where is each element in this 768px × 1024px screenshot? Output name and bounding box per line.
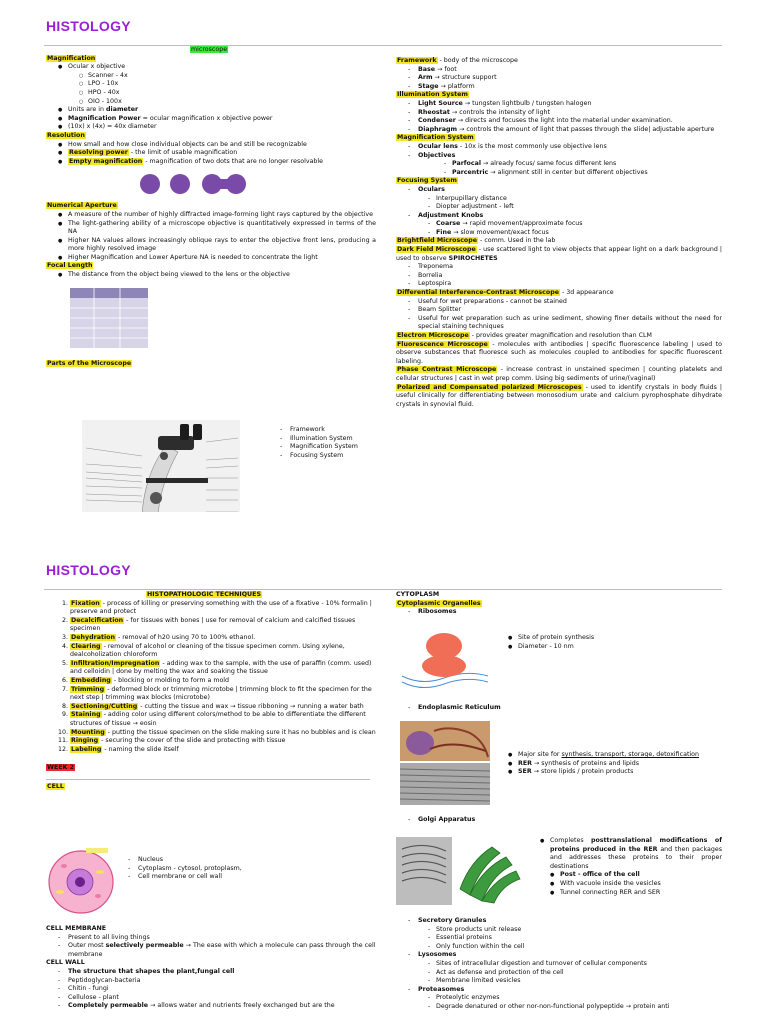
cell-wall-heading: CELL WALL bbox=[46, 959, 85, 967]
ribosomes-list bbox=[496, 634, 594, 651]
divider bbox=[46, 779, 370, 780]
membrane-wall-section bbox=[46, 925, 376, 1011]
list-item: ● Resolving power - the limit of usable magnification bbox=[46, 149, 376, 158]
list-item: - Borrelia bbox=[396, 272, 722, 281]
list-item: ○ OIO - 100x bbox=[46, 98, 376, 107]
darkfield-entry: Dark Field Microscope - use scattered light to view objects that appear light on a dark background | used to observe SPIROCHETES bbox=[396, 246, 722, 262]
organelles-heading: Cytoplasmic Organelles bbox=[397, 599, 481, 607]
focusing-system-list bbox=[396, 186, 722, 238]
list-item: - Oculars bbox=[396, 186, 722, 195]
techniques-heading: HISTOPATHOLOGIC TECHNIQUES bbox=[147, 591, 262, 598]
dic-list bbox=[396, 298, 722, 332]
ribosomes-heading-list bbox=[396, 608, 722, 617]
list-item: 2. Decalcification - for tissues with bones | use for removal of calcium and calcified tissues specimen bbox=[61, 616, 356, 633]
illumination-list bbox=[396, 100, 722, 134]
list-item: ● With vacuole inside the vesicles bbox=[538, 880, 722, 889]
list-item: ● The distance from the object being viewed to the lens or the objective bbox=[46, 271, 376, 280]
list-item: - Diopter adjustment - left bbox=[396, 203, 722, 212]
list-item: ● Tunnel connecting RER and SER bbox=[538, 889, 722, 898]
list-item: - Leptospira bbox=[396, 280, 722, 289]
list-item: - Golgi Apparatus bbox=[396, 816, 722, 825]
cell-membrane-list bbox=[46, 934, 376, 960]
golgi-heading-list bbox=[396, 816, 722, 825]
numerical-aperture-list bbox=[46, 211, 376, 263]
magnification-system-list bbox=[396, 143, 722, 177]
list-item: ● SER → store lipids / protein products bbox=[496, 768, 699, 777]
er-heading-list bbox=[396, 704, 722, 713]
golgi-description bbox=[528, 837, 722, 897]
cell-diagram bbox=[46, 848, 116, 916]
focusing-system-heading: Focusing System bbox=[397, 177, 457, 185]
list-item: - Beam Splitter bbox=[396, 306, 722, 315]
list-item: ○ Scanner - 4x bbox=[46, 72, 376, 81]
endoplasmic-reticulum-image bbox=[400, 721, 490, 805]
list-item: - Chitin - fungi bbox=[46, 985, 376, 994]
list-item: 9. Staining - adding color using different colors/method to be able to differentiate the different structures of tissue → eosin bbox=[61, 711, 366, 727]
list-item: - The structure that shapes the plant,fungal cell bbox=[46, 968, 376, 977]
left-column bbox=[46, 591, 376, 1024]
cytoplasm-heading: CYTOPLASM bbox=[396, 591, 440, 598]
list-item: ● (10x) x (4x) = 40x diameter bbox=[46, 123, 376, 132]
phase-contrast-entry: Phase Contrast Microscope - increase contrast in unstained specimen | counting platelets and cellular structures | cast in wet prep comm. Using big sediments of urine/(vaginal) bbox=[396, 366, 722, 382]
illumination-heading: Illumination System bbox=[397, 91, 468, 99]
list-item: - Endoplasmic Reticulum bbox=[396, 704, 722, 713]
list-item: - Fine → slow movement/exact focus bbox=[396, 229, 722, 238]
list-item: - Magnification System bbox=[268, 443, 358, 452]
list-item: 12. Labeling - naming the slide itself bbox=[57, 745, 179, 753]
list-item: - Interpupillary distance bbox=[396, 195, 722, 204]
list-item: - Ribosomes bbox=[396, 608, 722, 617]
list-item: 8. Sectioning/Cutting - cutting the tissue and wax → tissue ribboning → running a water bath bbox=[61, 702, 364, 710]
resolution-list bbox=[46, 141, 376, 167]
list-item: - Cell membrane or cell wall bbox=[116, 873, 242, 882]
list-item: - Treponema bbox=[396, 263, 722, 272]
list-item: ● Site of protein synthesis bbox=[496, 634, 594, 643]
list-item: - Adjustment Knobs bbox=[396, 212, 722, 221]
resolution-heading: Resolution bbox=[47, 131, 85, 139]
list-item: 6. Embedding - blocking or molding to form a mold bbox=[61, 676, 230, 684]
list-item: ● RER → synthesis of proteins and lipids bbox=[496, 760, 699, 769]
list-item: - Nucleus bbox=[116, 856, 242, 865]
magnification-list bbox=[46, 63, 376, 132]
page-title: HISTOLOGY bbox=[46, 562, 131, 578]
list-item: 4. Clearing - removal of alcohol or cleaning of the tissue specimen comm. Using xylene, dealcoholization chloroform bbox=[61, 642, 345, 659]
list-item: - Illumination System bbox=[268, 435, 358, 444]
list-item: - Proteasomes bbox=[396, 986, 722, 995]
list-item: - Base → foot bbox=[396, 66, 722, 75]
framework-heading: Framework bbox=[397, 57, 437, 64]
list-item: - Cytoplasm - cytosol, protoplasm, bbox=[116, 865, 242, 874]
list-item: - Degrade denatured or other nor-non-functional polypeptide → protein anti bbox=[396, 1003, 722, 1012]
list-item: - Useful for wet preparation such as urine sediment, showing finer details without the need for special staining techniques bbox=[396, 315, 722, 332]
list-item: - Coarse → rapid movement/approximate focus bbox=[396, 220, 722, 229]
section-subtitle: microscope bbox=[191, 46, 228, 53]
list-item: - Useful for wet preparations - cannot be stained bbox=[396, 298, 722, 307]
list-item: - Diaphragm → controls the amount of light that passes through the slide| adjustable aperture bbox=[396, 126, 722, 135]
left-column bbox=[46, 46, 376, 512]
list-item: - Condenser → directs and focuses the light into the material under examination. bbox=[396, 117, 722, 126]
list-item: ● The light-gathering ability of a microscope objective is quantitatively expressed in terms of the NA bbox=[46, 220, 376, 237]
list-item: 11. Ringing - securing the cover of the slide and protecting with tissue bbox=[57, 737, 286, 745]
list-item: ● Units are in diameter bbox=[46, 106, 376, 115]
list-item: - Membrane limited vesicles bbox=[396, 977, 722, 986]
list-item: 5. Infiltration/Impregnation - adding wax to the sample, with the use of paraffin (comm. used) and celloidin | done by melting the wax and soaking the tissue bbox=[61, 659, 372, 676]
ribosome-diagram bbox=[400, 628, 490, 694]
cell-membrane-heading: CELL MEMBRANE bbox=[46, 925, 107, 932]
list-item: - Store products unit release bbox=[396, 926, 722, 935]
list-item: - Light Source → tungsten lightbulb / tungsten halogen bbox=[396, 100, 722, 109]
list-item: ○ HPO - 40x bbox=[46, 89, 376, 98]
list-item: ● Higher Magnification and Lower Aperture NA is needed to concentrate the light bbox=[46, 254, 376, 263]
list-item: - Proteolytic enzymes bbox=[396, 994, 722, 1003]
darkfield-list bbox=[396, 263, 722, 289]
list-item: ● A measure of the number of highly diffracted image-forming light rays captured by the objective bbox=[46, 211, 376, 220]
list-item: 3. Dehydration - removal of h20 using 70 to 100% ethanol. bbox=[61, 633, 256, 641]
list-item: - Stage → platform bbox=[396, 83, 722, 92]
objective-table-image bbox=[46, 286, 376, 356]
list-item: - Sites of intracellular digestion and turnover of cellular components bbox=[396, 960, 722, 969]
magnification-heading: Magnification bbox=[47, 54, 96, 62]
list-item: - Completely permeable → allows water and nutrients freely exchanged but are the bbox=[46, 1002, 376, 1011]
page-title: HISTOLOGY bbox=[46, 18, 131, 34]
parts-heading: Parts of the Microscope bbox=[47, 359, 132, 367]
list-item: - Act as defense and protection of the cell bbox=[396, 969, 722, 978]
polarized-entry: Polarized and Compensated polarized Microscopes - used to identify crystals in body fluids | useful clinically for differentiating between monosodium urate and calcium pyrophosphate dihydrate crystals in synovial fluid. bbox=[396, 383, 722, 408]
brightfield-entry: Brightfield Microscope - comm. Used in the lab bbox=[397, 237, 556, 245]
list-item: ● Higher NA values allows increasingly oblique rays to enter the objective front lens, producing a more highly resolved image bbox=[46, 237, 376, 254]
list-item: ○ LPO - 10x bbox=[46, 80, 376, 89]
list-item: - Outer most selectively permeable → The ease with which a molecule can pass through the cell membrane bbox=[46, 942, 376, 959]
list-item: ● Ocular x objective bbox=[46, 63, 376, 72]
fluorescence-entry: Fluorescence Microscope - molecules with antibodies | specific fluorescence labeling | used to observe substances that fluoresce such as molecules coupled to antibodies for specific fluorescent labeling. bbox=[396, 340, 722, 365]
list-item: - Objectives bbox=[396, 152, 722, 161]
list-item: - Focusing System bbox=[268, 452, 358, 461]
list-item: - Essential proteins bbox=[396, 934, 722, 943]
golgi-apparatus-image bbox=[396, 837, 522, 905]
organelle-list bbox=[396, 917, 722, 1012]
cell-list bbox=[116, 856, 242, 882]
list-item: - Ocular lens - 10x is the most commonly use objective lens bbox=[396, 143, 722, 152]
list-item: - Secretory Granules bbox=[396, 917, 722, 926]
parts-list bbox=[268, 426, 358, 460]
focal-length-heading: Focal Length bbox=[47, 262, 93, 270]
microscope-image bbox=[46, 416, 246, 512]
list-item: - Framework bbox=[268, 426, 358, 435]
page-2 bbox=[0, 512, 768, 1024]
numerical-aperture-heading: Numerical Aperture bbox=[47, 202, 117, 210]
list-item: 1. Fixation - process of killing or preserving something with the use of a fixative - 10% formalin | preserve and protect bbox=[61, 599, 372, 616]
er-list bbox=[496, 751, 699, 777]
cell-heading: CELL bbox=[47, 782, 64, 790]
list-item: ● Magnification Power = ocular magnification x objective power bbox=[46, 115, 376, 124]
list-item: - Arm → structure support bbox=[396, 74, 722, 83]
list-item: ● How small and how close individual objects can be and still be recognizable bbox=[46, 141, 376, 150]
list-item: - Parfocal → already focus/ same focus different lens bbox=[396, 160, 722, 169]
list-item: - Parcentric → alignment still in center but different objectives bbox=[396, 169, 722, 178]
list-item: ● Completes posttranslational modifications of proteins produced in the RER and then packages and addresses these proteins to their proper destinations bbox=[528, 837, 722, 871]
dic-entry: Differential Interference-Contrast Microscope - 3d appearance bbox=[397, 289, 614, 297]
list-item: - Present to all living things bbox=[46, 934, 376, 943]
list-item: - Peptidoglycan-bacteria bbox=[46, 977, 376, 986]
right-column bbox=[396, 591, 722, 1024]
list-item: 10. Mounting - putting the tissue specimen on the slide making sure it has no bubbles and is clean bbox=[57, 728, 376, 736]
electron-entry: Electron Microscope - provides greater magnification and resolution than CLM bbox=[397, 332, 652, 339]
right-column: Framework - body of the microscope - Base → foot - Arm → structure support - Stage → platform Illumination System - Light Source → tungsten lightbulb / tungsten halogen - Rheostat → controls the intensity of light - Condenser → directs and focuses the light into the material under examination. - Diaphragm → controls the amount of light that passes through the slide| adjustable aperture Magnification System - Ocular lens - 10x is the most commonly use objective lens - Objectives - Parfocal → already focus/ same focus different lens - Parcentric → alignment still in center but different objectives Focusing System - Oculars - Interpupillary distance - Diopter adjustment - left - Adjustment Knobs - Coarse → rapid movement/approximate focus - Fine → slow movement/exact focus Brightfield Microscope - comm. Used in the lab Dark Field Microscope - use scattered light to view objects that appear light on a dark background | used to observe SPIROCHETES - Treponema - Borrelia - Leptospira Differential Interference-Contrast Microscope - 3d appearance - Useful for wet preparations - cannot be stained - Beam Splitter - Useful for wet preparation such as urine sediment, showing finer details without the need for special staining techniques Electron Microscope - provides greater magnification and resolution than CLM Fluorescence Microscope - molecules with antibodies | specific fluorescence labeling | used to observe substances that fluoresce such as molecules coupled to antibodies for specific fluorescent labeling. Phase Contrast Microscope - increase contrast in unstained specimen | counting platelets and cellular structures | cast in wet prep comm. Using big sediments of urine/(vaginal) Polarized and Compensated polarized Microscopes - used to identify crystals in body fluids | useful clinically for differentiating between monosodium urate and calcium pyrophosphate dihydrate crystals in synovial fluid. bbox=[396, 57, 722, 497]
cell-wall-list bbox=[46, 968, 376, 1011]
list-item: - Only function within the cell bbox=[396, 943, 722, 952]
list-item: ● Diameter - 10 nm bbox=[496, 643, 594, 652]
list-item: 7. Trimming - deformed block or trimming microtobe | trimming block to fit the specimen for the next step | trimming wax blocks (microtobe) bbox=[61, 685, 372, 702]
techniques-list bbox=[46, 600, 376, 755]
list-item: - Rheostat → controls the intensity of light bbox=[396, 109, 722, 118]
focal-length-list bbox=[46, 271, 376, 280]
magnification-system-heading: Magnification System bbox=[397, 134, 474, 142]
resolution-dots-illustration bbox=[46, 168, 376, 202]
divider bbox=[44, 589, 722, 590]
framework-list bbox=[396, 66, 722, 92]
list-item: ● Post - office of the cell bbox=[538, 871, 722, 880]
list-item: ● Major site for synthesis, transport, storage, detoxification bbox=[496, 751, 699, 760]
list-item: ● Empty magnification - magnification of two dots that are no longer resolvable bbox=[46, 158, 376, 167]
week-label: WEEK 2 bbox=[47, 764, 75, 772]
list-item: - Lysosomes bbox=[396, 951, 722, 960]
list-item: - Cellulose - plant bbox=[46, 994, 376, 1003]
